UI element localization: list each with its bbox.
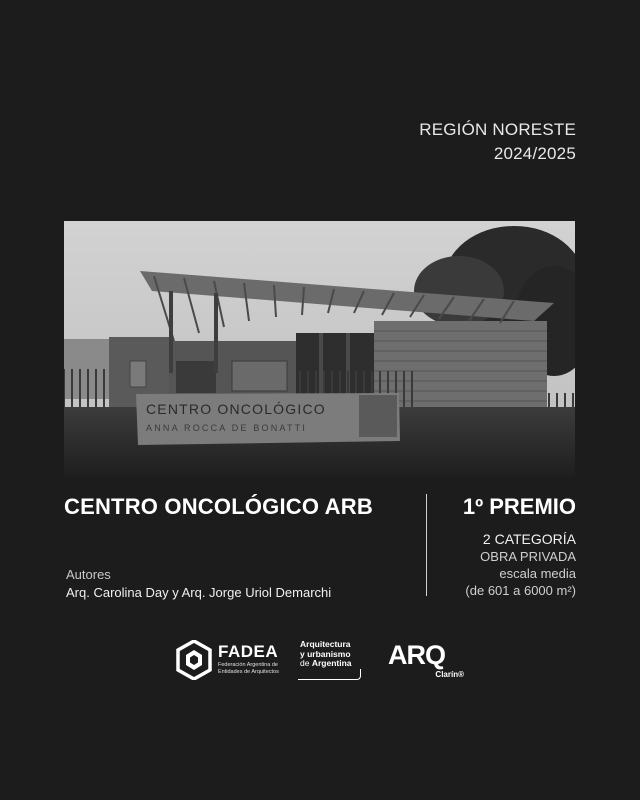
- sponsor-logos: [0, 636, 640, 686]
- vertical-divider: [426, 494, 427, 596]
- aua-line-1: Arquitectura: [300, 639, 351, 649]
- aua-line-3b: Argentina: [311, 658, 352, 668]
- region-header: [419, 118, 576, 166]
- region-name: REGIÓN NORESTE: [419, 120, 576, 139]
- sign-line-1: CENTRO ONCOLÓGICO: [146, 401, 326, 417]
- fadea-logo: [176, 638, 286, 682]
- aua-line-3: de: [300, 658, 310, 668]
- prize-label: 1º PREMIO: [462, 494, 576, 519]
- arq-word: ARQ: [388, 640, 445, 670]
- project-title: CENTRO ONCOLÓGICO ARB: [64, 494, 373, 519]
- fadea-subtitle: Federación Argentina de Entidades de Arquitectos: [218, 662, 279, 675]
- authors-label: Autores: [66, 567, 111, 582]
- arq-clarin: Clarín®: [435, 670, 464, 679]
- category-label: 2 CATEGORÍA: [482, 531, 576, 547]
- arq-logo: [388, 640, 468, 680]
- authors-block: [66, 566, 331, 603]
- sign-line-2: ANNA ROCCA DE BONATTI: [146, 423, 308, 433]
- fadea-name: FADEA: [218, 642, 279, 661]
- category-scale: escala media: [499, 566, 576, 581]
- fadea-mark-icon: [176, 640, 212, 680]
- building-photo-illustration: [64, 221, 575, 477]
- category-type: OBRA PRIVADA: [480, 549, 576, 564]
- category-block: [465, 530, 576, 599]
- aua-logo: [300, 640, 366, 680]
- region-period: 2024/2025: [493, 144, 576, 163]
- aua-line-2: y urbanismo: [300, 648, 351, 659]
- authors-names: Arq. Carolina Day y Arq. Jorge Uriol Demarchi: [66, 585, 332, 600]
- category-range: (de 601 a 6000 m²): [465, 583, 576, 598]
- aua-bracket: [298, 669, 361, 680]
- building-photo: [64, 221, 575, 477]
